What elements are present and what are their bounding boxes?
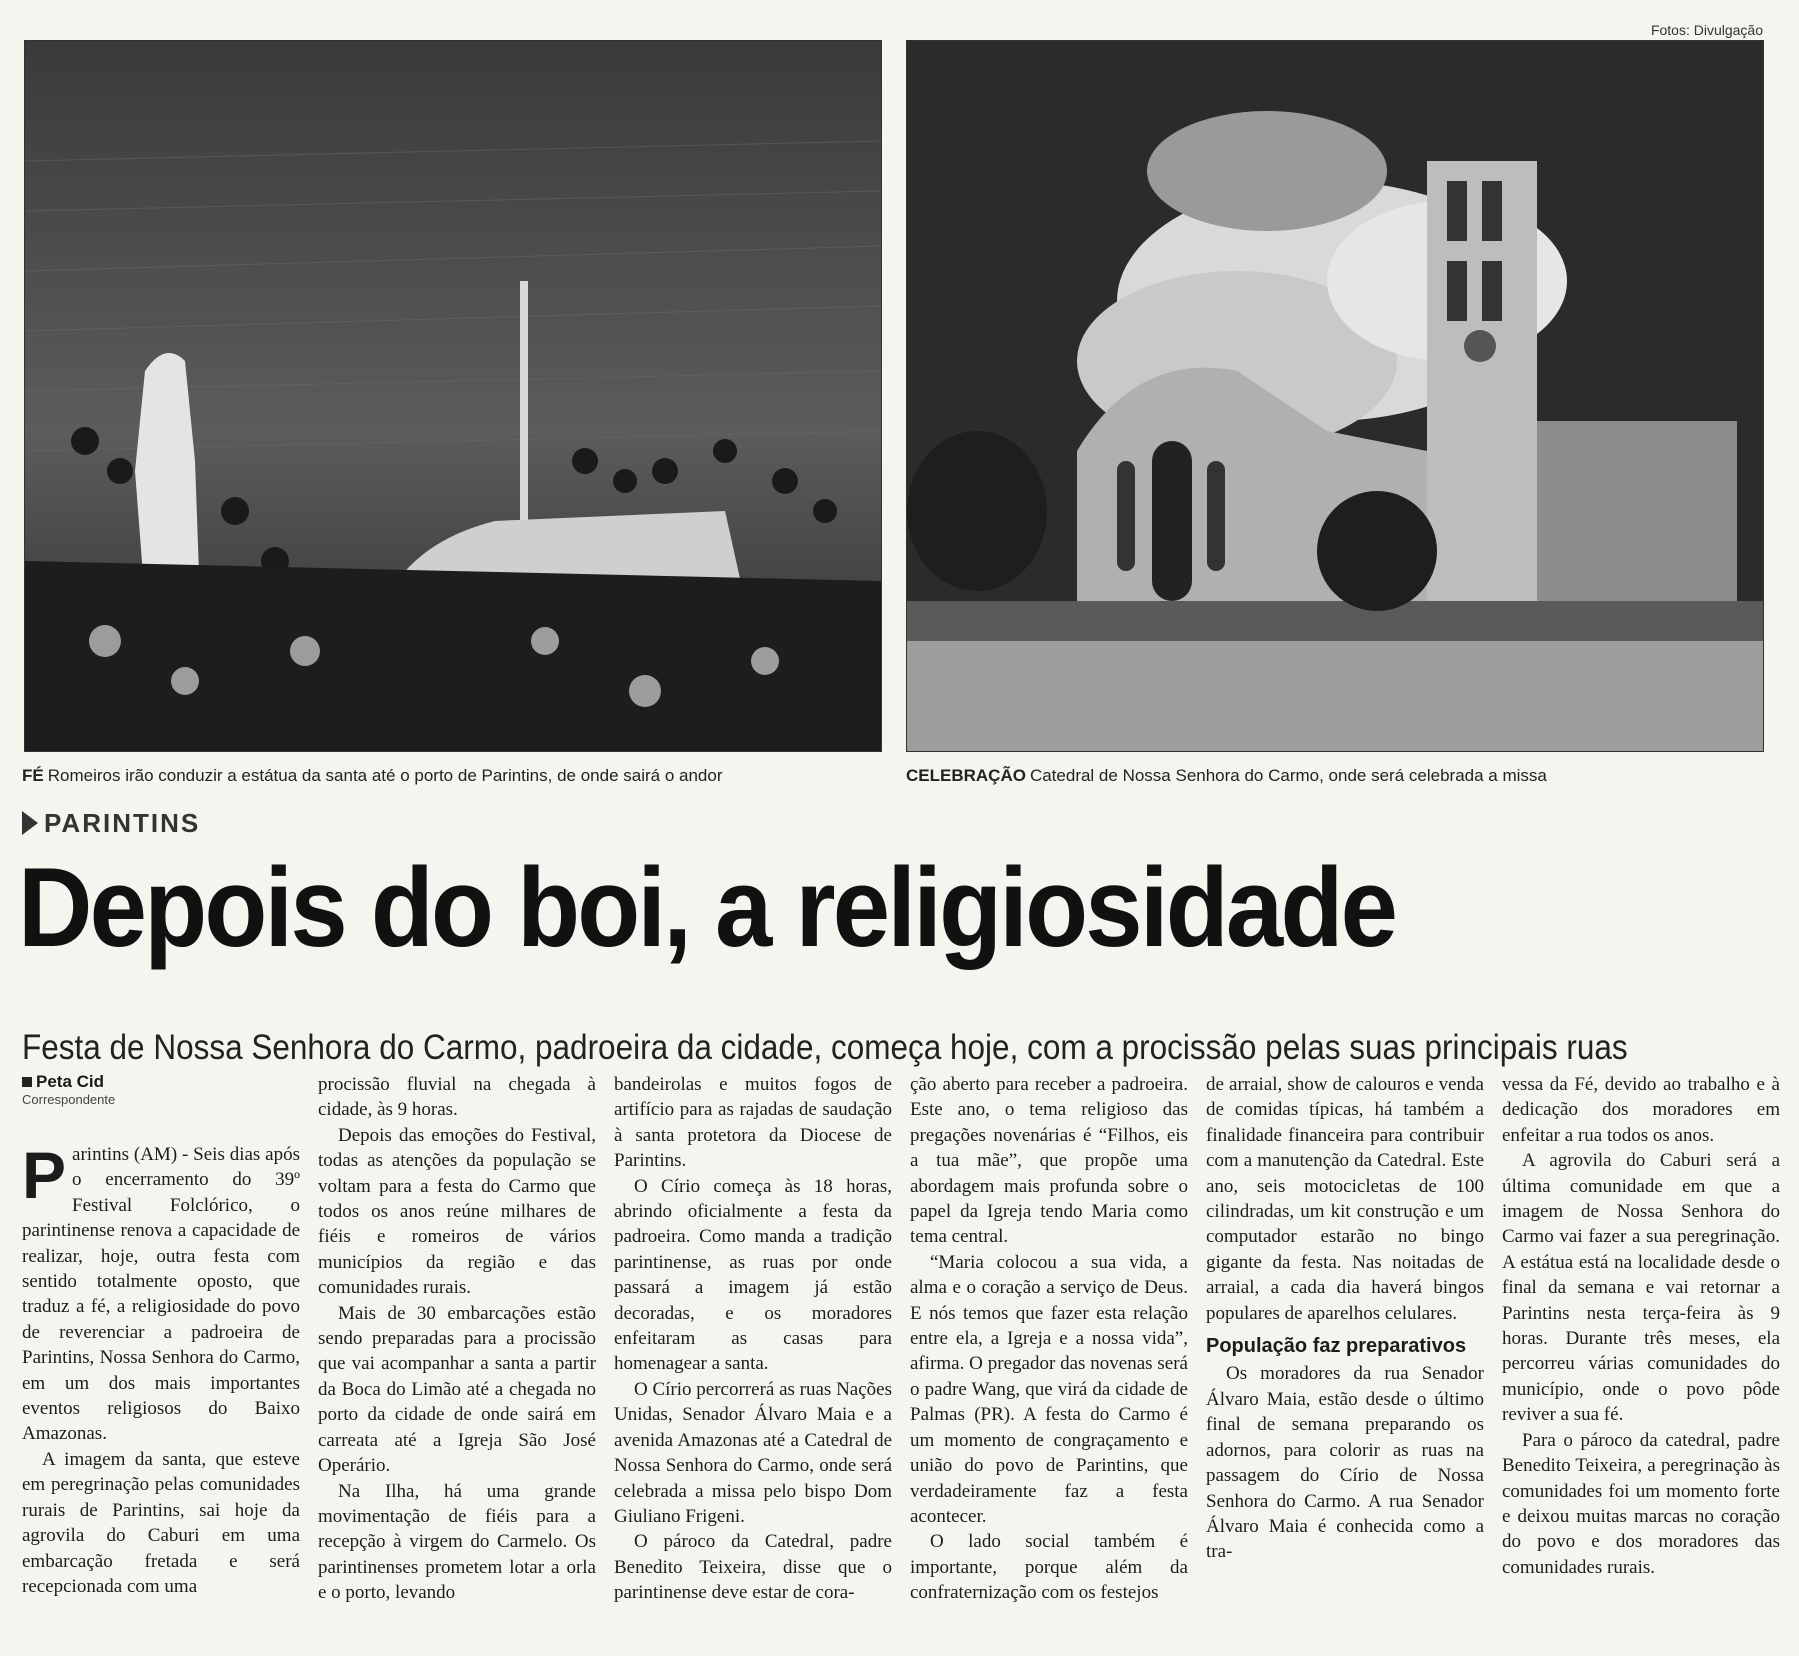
paragraph: procissão fluvial na chegada à cidade, às 9 horas. <box>318 1074 596 1121</box>
photo-cathedral <box>906 40 1764 752</box>
section-arrow-icon <box>22 811 38 835</box>
drop-cap: P <box>22 1142 67 1212</box>
paragraph: arintins (AM) - Seis dias após o encerramento do 39º Festival Folclórico, o parintinense renova a capacidade de realizar, hoje, outra festa com sentido totalmente oposto, que traduz a fé, a religiosidade do povo de reverenciar a padroeira de Parintins, Nossa Senhora do Carmo, em um dos mais importantes eventos religiosos do Baixo Amazonas. <box>22 1144 300 1445</box>
subheadline: Festa de Nossa Senhora do Carmo, padroeira da cidade, começa hoje, com a procissão pelas suas principais ruas <box>22 1028 1628 1067</box>
caption-right <box>906 766 1547 786</box>
author-name: Peta Cid <box>22 1072 115 1092</box>
paragraph: Na Ilha, há uma grande movimentação de fiéis para a recepção à virgem do Carmelo. Os parintinenses prometem lotar a orla e o porto, levando <box>318 1480 596 1604</box>
article-column-2 <box>318 1072 596 1656</box>
paragraph: Os moradores da rua Senador Álvaro Maia, estão desde o último final de semana preparando os adornos, para colorir as ruas na passagem do Círio de Nossa Senhora do Carmo. A rua Senador Álvaro Maia é conhecida como a tra- <box>1206 1363 1484 1563</box>
paragraph: O Círio percorrerá as ruas Nações Unidas, Senador Álvaro Maia e a avenida Amazonas até a Catedral de Nossa Senhora do Carmo, onde será celebrada a missa pelo bispo Dom Giuliano Frigeni. <box>614 1378 892 1527</box>
paragraph: bandeirolas e muitos fogos de artifício para as rajadas de saudação à santa protetora da Diocese de Parintins. <box>614 1074 892 1172</box>
caption-left <box>22 766 722 786</box>
caption-right-text: Catedral de Nossa Senhora do Carmo, onde será celebrada a missa <box>1029 766 1547 785</box>
paragraph: A imagem da santa, que esteve em peregrinação pelas comunidades rurais de Parintins, sai hoje da agrovila do Caburi em uma embarcação fretada e será recepcionada com uma <box>22 1448 300 1597</box>
caption-left-text: Romeiros irão conduzir a estátua da santa até o porto de Parintins, de onde sairá o andor <box>47 766 723 785</box>
article-column-4 <box>910 1072 1188 1656</box>
river-procession-image <box>25 41 881 751</box>
paragraph: Mais de 30 embarcações estão sendo preparadas para a procissão que vai acompanhar a santa a partir da Boca do Limão até a chegada no porto da cidade de onde sairá em carreata até a Igreja São José Operário. <box>318 1302 596 1477</box>
byline <box>22 1072 115 1107</box>
photo-procession <box>24 40 882 752</box>
section-label <box>22 808 200 839</box>
paragraph: Depois das emoções do Festival, todas as atenções da população se voltam para a festa do Carmo que todos os anos reúne milhares de fiéis e romeiros de vários municípios da região e das comunidades rurais. <box>318 1124 596 1299</box>
paragraph: Para o pároco da catedral, padre Benedito Teixeira, a peregrinação às comunidades foi um momento forte e deixou muitas marcas no coração do povo e dos moradores das comunidades rurais. <box>1502 1429 1780 1578</box>
article-subtitle: População faz preparativos <box>1206 1335 1467 1358</box>
headline: Depois do boi, a religiosidade <box>18 845 1396 970</box>
section-text: PARINTINS <box>44 808 201 838</box>
paragraph: A agrovila do Caburi será a última comunidade em que a imagem de Nossa Senhora do Carmo vai fazer a sua peregrinação. A estátua está na localidade desde o final da semana e vai retornar a Parintins nesta terça-feira às 9 horas. Durante três meses, ela percorreu várias comunidades do município, onde o povo pôde reviver a sua fé. <box>1502 1150 1780 1426</box>
article-column-1 <box>22 1142 300 1652</box>
paragraph: ção aberto para receber a padroeira. Este ano, o tema religioso das pregações novenárias é “Filhos, eis a tua mãe”, que propõe uma abordagem mais profunda sobre o papel da Igreja tendo Maria como tema central. <box>910 1074 1188 1248</box>
paragraph: O Círio começa às 18 horas, abrindo oficialmente a festa da padroeira. Como manda a tradição parintinense, as ruas por onde passará a imagem já estão decoradas, e os moradores enfeitaram as casas para homenagear a santa. <box>614 1175 892 1375</box>
article-column-6 <box>1502 1072 1780 1656</box>
paragraph: de arraial, show de calouros e venda de comidas típicas, há também a finalidade financeira para contribuir com a manutenção da Catedral. Este ano, seis motocicletas de 100 cilindradas, um kit construção e um computador estarão no bingo gigante da festa. Nas noitadas de arraial, a cada dia haverá bingos populares de aparelhos celulares. <box>1206 1074 1484 1324</box>
paragraph: O lado social também é importante, porque além da confraternização com os festejos <box>910 1531 1188 1604</box>
caption-right-tag: CELEBRAÇÃO <box>906 766 1026 785</box>
paragraph: vessa da Fé, devido ao trabalho e à dedicação dos moradores em enfeitar a rua todos os anos. <box>1502 1074 1780 1146</box>
author-role: Correspondente <box>22 1092 116 1107</box>
article-column-5 <box>1206 1072 1484 1656</box>
paragraph: “Maria colocou a sua vida, a alma e o coração a serviço de Deus. E nós temos que fazer esta relação entre ela, a Igreja e a nossa vida”, afirma. O pregador das novenas será o padre Wang, que virá da cidade de Palmas (PR). A festa do Carmo é um momento de congraçamento e união do povo de Parintins, que verdadeiramente faz a festa acontecer. <box>910 1251 1188 1527</box>
cathedral-image <box>907 41 1763 751</box>
caption-left-tag: FÉ <box>22 766 44 785</box>
article-column-3 <box>614 1072 892 1656</box>
photo-credit: Fotos: Divulgação <box>1650 22 1763 38</box>
paragraph: O pároco da Catedral, padre Benedito Teixeira, disse que o parintinense deve estar de cora- <box>614 1531 892 1604</box>
